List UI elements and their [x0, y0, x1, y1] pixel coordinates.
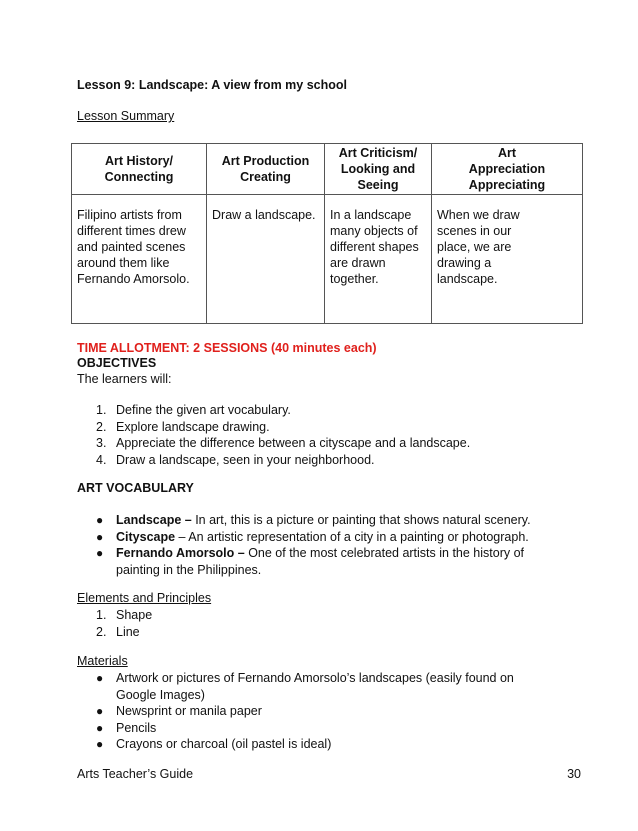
page-number: 30	[567, 767, 581, 781]
lesson-summary-label: Lesson Summary	[77, 109, 175, 123]
list-item: 2. Line	[96, 624, 140, 639]
table-row	[72, 195, 583, 324]
header-art-production: Art Production Creating	[207, 144, 325, 195]
list-item: ● Cityscape – An artistic representation of a city in a painting or photograph.	[96, 529, 529, 544]
lesson-summary-table	[71, 143, 583, 324]
header-art-history: Art History/ Connecting	[72, 144, 207, 195]
bullet-icon: ●	[96, 529, 104, 544]
list-item: ● Artwork or pictures of Fernando Amorsolo’s landscapes (easily found on Google Images)	[96, 671, 514, 702]
list-item: 3. Appreciate the difference between a cityscape and a landscape.	[96, 436, 471, 450]
materials-heading: Materials	[77, 654, 128, 668]
objectives-heading: OBJECTIVES	[77, 356, 157, 370]
bullet-icon: ●	[96, 546, 104, 560]
cell-art-history: Filipino artists from different times drew and painted scenes around them like Fernando Amorsolo.	[72, 195, 207, 324]
list-item: ● Crayons or charcoal (oil pastel is ideal)	[96, 737, 332, 751]
list-item: 1. Shape	[96, 608, 153, 622]
lesson-title: Lesson 9: Landscape: A view from my school	[77, 78, 347, 92]
list-item: ● Fernando Amorsolo – One of the most celebrated artists in the history of painting in the Philippines.	[96, 546, 525, 577]
vocabulary-list	[96, 512, 531, 578]
materials-list	[96, 670, 514, 753]
bullet-icon: ●	[96, 737, 104, 751]
elements-list	[96, 607, 152, 640]
list-item: ● Pencils	[96, 720, 157, 735]
list-item: ● Landscape – In art, this is a picture or painting that shows natural scenery.	[96, 513, 531, 527]
cell-art-criticism: In a landscape many objects of different shapes are drawn together.	[325, 195, 432, 324]
list-item: 2. Explore landscape drawing.	[96, 419, 270, 434]
table-header-row	[72, 144, 583, 195]
footer-guide-title: Arts Teacher’s Guide	[77, 767, 194, 781]
bullet-icon: ●	[96, 513, 104, 527]
objectives-list	[96, 402, 470, 468]
objectives-intro: The learners will:	[77, 372, 172, 386]
time-allotment: TIME ALLOTMENT: 2 SESSIONS (40 minutes each)	[77, 341, 377, 355]
vocab-heading: ART VOCABULARY	[77, 481, 194, 495]
cell-art-production: Draw a landscape.	[207, 195, 325, 324]
bullet-icon: ●	[96, 704, 104, 718]
bullet-icon: ●	[96, 671, 104, 685]
elements-heading: Elements and Principles	[77, 591, 212, 605]
list-item: ● Newsprint or manila paper	[96, 704, 262, 718]
list-item: 1. Define the given art vocabulary.	[96, 403, 291, 417]
header-art-appreciation: Art Appreciation Appreciating	[432, 144, 583, 195]
cell-art-appreciation: When we draw scenes in our place, we are drawing a landscape.	[432, 195, 583, 324]
header-art-criticism: Art Criticism/ Looking and Seeing	[325, 144, 432, 195]
list-item: 4. Draw a landscape, seen in your neighborhood.	[96, 452, 375, 467]
bullet-icon: ●	[96, 720, 104, 735]
